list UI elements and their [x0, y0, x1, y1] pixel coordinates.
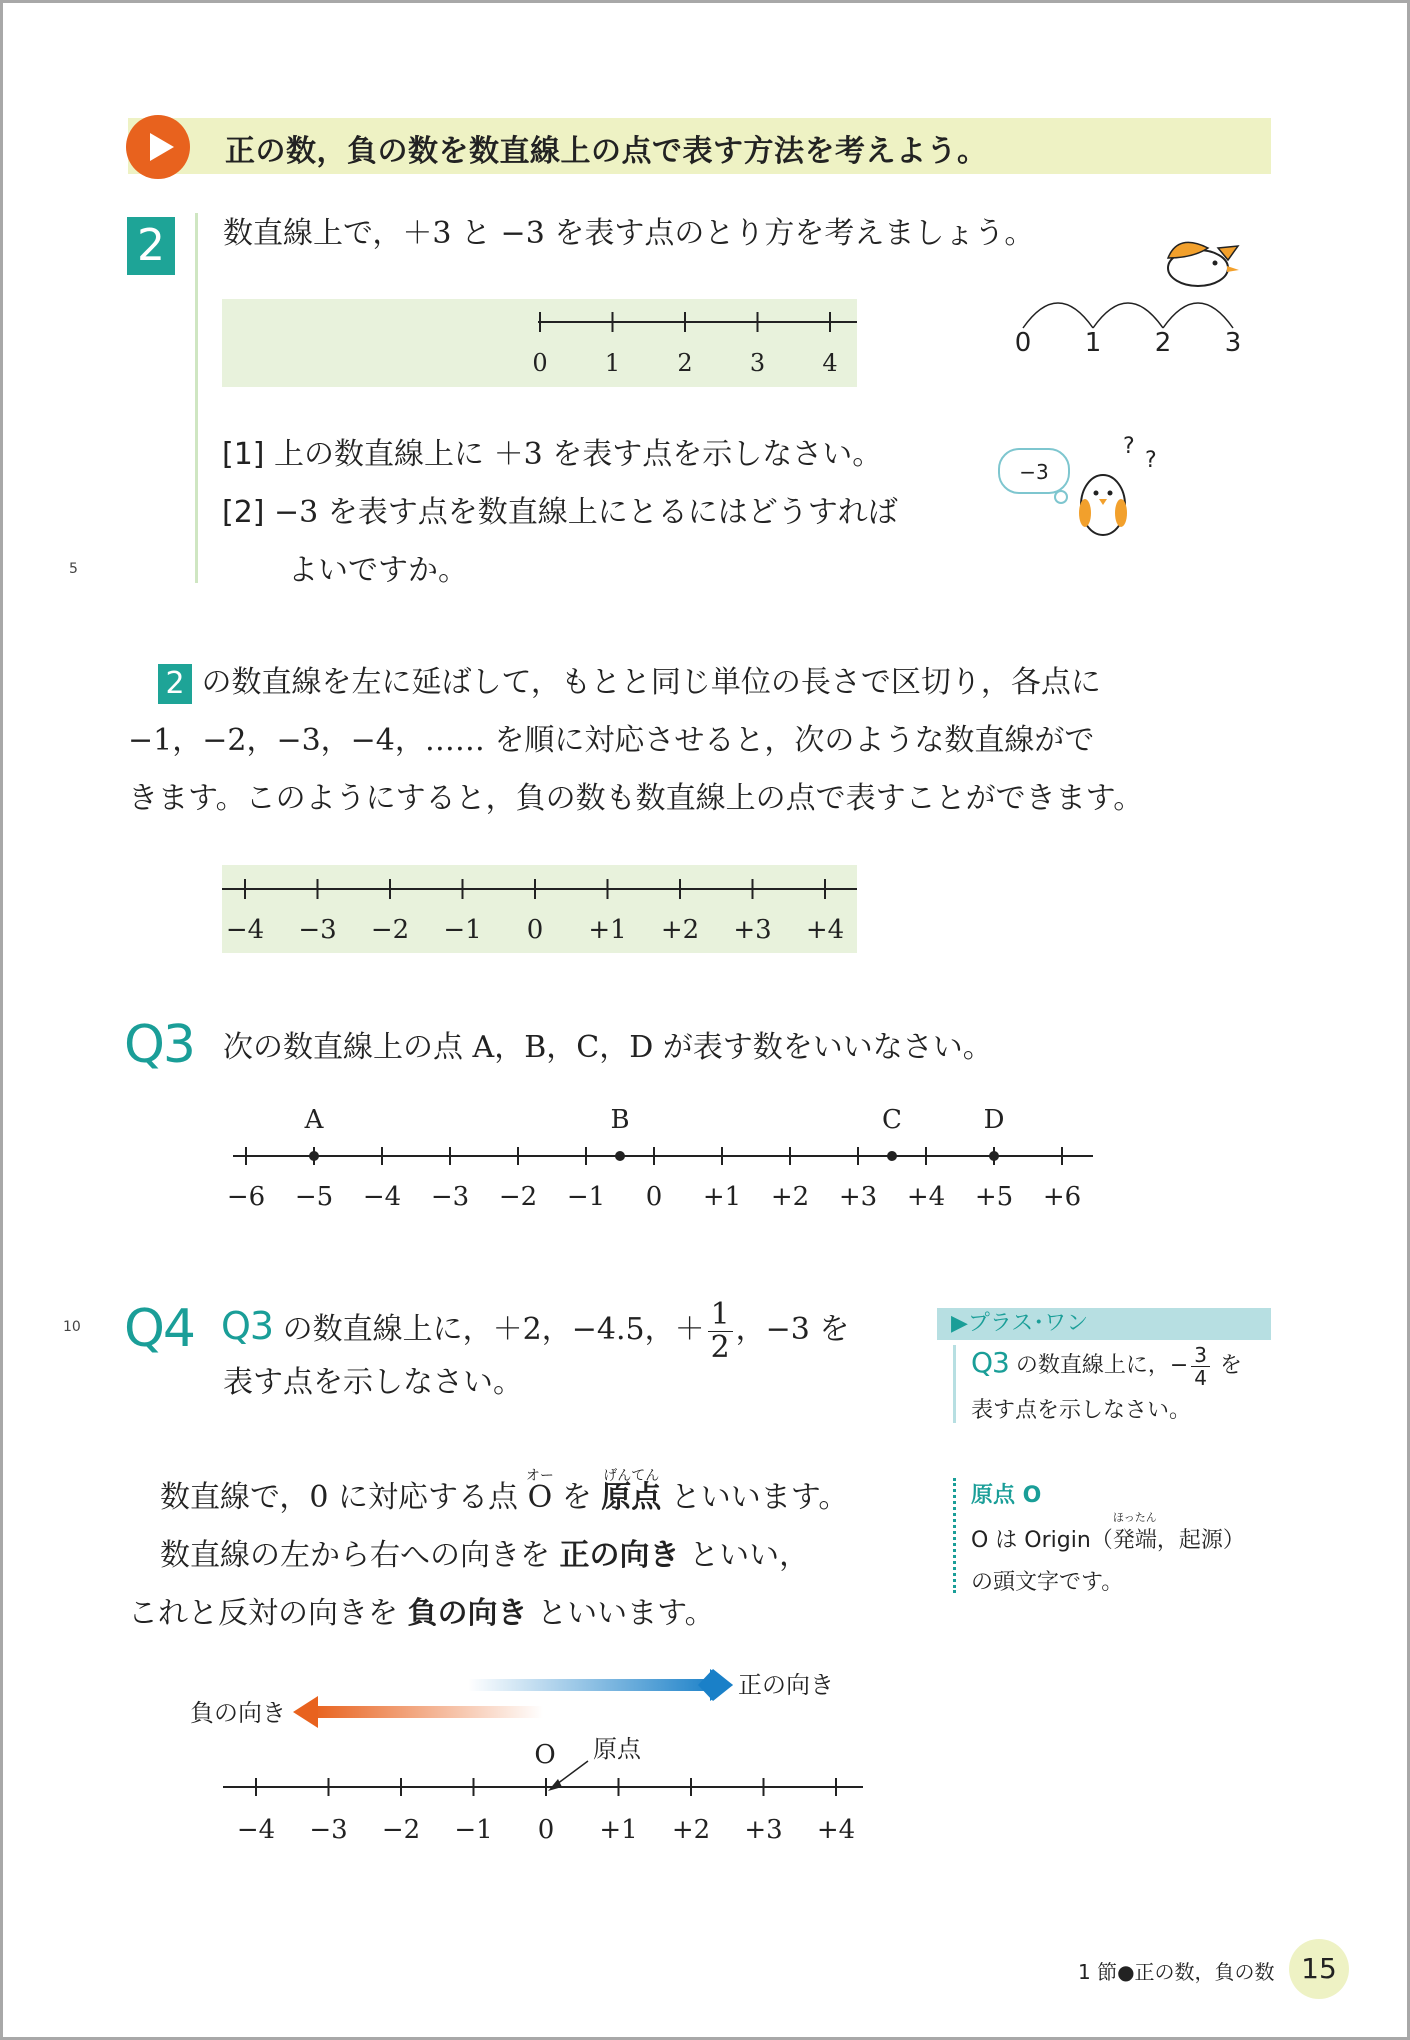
tick-label: 0 — [537, 1815, 555, 1845]
plus-one-text-a: の数直線上に，− — [1008, 1353, 1189, 1378]
tick-label: +1 — [588, 915, 627, 945]
explanation-text-1: の数直線を左に延ばして，もとと同じ単位の長さで区切り，各点に — [192, 665, 1101, 700]
line-number-5: 5 — [69, 561, 78, 577]
origin-note-1b: ，起源） — [1156, 1528, 1245, 1553]
point-c-label: C — [882, 1105, 902, 1135]
positive-arrow-shaft — [468, 1679, 718, 1691]
item-2-text: −3 を表す点を数直線上にとるにはどうすれば — [274, 495, 898, 530]
item-2-cont: よいですか。 — [288, 553, 468, 588]
plus-one-text-b: を — [1213, 1353, 1243, 1378]
point-a-label: A — [304, 1105, 324, 1135]
def-text-1c: といいます。 — [661, 1480, 849, 1515]
origin-ruby: げんてん — [603, 1468, 660, 1484]
tick-label: 3 — [749, 349, 766, 377]
chick-illustration — [993, 435, 1173, 545]
tick-label: 4 — [822, 349, 838, 377]
problem-divider — [195, 213, 198, 583]
definition-line-1 — [160, 1469, 848, 1527]
q4-ref: Q3 — [221, 1304, 274, 1348]
goal-banner-text: 正の数，負の数を数直線上の点で表す方法を考えよう。 — [225, 134, 988, 169]
o-point — [525, 1468, 554, 1527]
tick-label: −1 — [566, 1182, 606, 1212]
footer-section: 1 節●正の数，負の数 — [1078, 1960, 1275, 1984]
q4-frac-num: 1 — [708, 1299, 733, 1332]
q4-fraction — [708, 1296, 733, 1365]
item-2 — [222, 484, 898, 542]
hop-diagram — [1003, 228, 1253, 358]
def-text-2b: といい， — [679, 1538, 810, 1573]
problem-ref-box: 2 — [158, 664, 192, 704]
tick-label: +4 — [805, 915, 845, 945]
plus-one-line-1 — [971, 1343, 1242, 1389]
tick-label: 0 — [526, 915, 544, 945]
number-line-0-4 — [222, 299, 857, 387]
problem-number-box: 2 — [127, 217, 175, 275]
item-1 — [222, 426, 882, 484]
def-text-2a: 数直線の左から右への向きを — [160, 1538, 560, 1573]
question-mark-icon: ? — [1145, 448, 1157, 473]
item-1-text: 上の数直線上に ＋3 を表す点を示しなさい。 — [274, 437, 883, 472]
tick-label: −2 — [370, 915, 410, 945]
origin-o-label: O — [534, 1740, 556, 1770]
tick-label: −6 — [226, 1182, 266, 1212]
tick-label: +2 — [770, 1182, 810, 1212]
hop-label: 0 — [1014, 328, 1032, 358]
definition-line-3 — [128, 1585, 715, 1643]
negative-arrow-head — [293, 1696, 318, 1728]
q4-line-2: 表す点を示しなさい。 — [223, 1365, 523, 1400]
plus-one-header: ▶プラス･ワン — [937, 1308, 1271, 1340]
hattan-ruby: ほったん — [1112, 1511, 1157, 1524]
point-b-label: B — [610, 1105, 630, 1135]
hattan-text: 発端 — [1112, 1528, 1157, 1553]
q4-line-1 — [221, 1293, 849, 1364]
tick-label: −2 — [498, 1182, 538, 1212]
item-2-label: [2] — [222, 495, 265, 530]
point-d-label: D — [983, 1105, 1005, 1135]
line-number-10: 10 — [63, 1319, 81, 1335]
def-text-3b: といいます。 — [527, 1596, 715, 1631]
tick-label: 0 — [532, 349, 548, 377]
tick-label: −3 — [298, 915, 337, 945]
tick-label: −1 — [443, 915, 482, 945]
play-icon — [126, 115, 190, 179]
origin-note-title: 原点 O — [971, 1483, 1042, 1508]
origin-note-bar — [953, 1478, 956, 1593]
direction-diagram — [190, 1663, 878, 1863]
tick-label: −4 — [236, 1815, 276, 1845]
plus-one-ref: Q3 — [971, 1346, 1009, 1379]
tick-label: 1 — [604, 349, 621, 377]
q4-text-b: ，−3 を — [735, 1312, 850, 1347]
positive-direction-label: 正の向き — [738, 1671, 834, 1699]
tick-label: +3 — [744, 1815, 783, 1845]
tick-label: −3 — [309, 1815, 348, 1845]
q3-label: Q3 — [124, 1015, 195, 1075]
tick-label: +1 — [599, 1815, 638, 1845]
def-text-1b: を — [552, 1480, 602, 1515]
origin-note-line-2: の頭文字です。 — [971, 1570, 1124, 1595]
tick-label: +2 — [660, 915, 700, 945]
tick-label: −4 — [362, 1182, 402, 1212]
tick-label: −5 — [294, 1182, 334, 1212]
origin-pointer-arrow — [548, 1779, 562, 1791]
tick-label: +4 — [816, 1815, 856, 1845]
tick-label: −4 — [225, 915, 265, 945]
o-letter: O — [527, 1480, 553, 1515]
tick-label: +6 — [1042, 1182, 1082, 1212]
origin-keyword — [601, 1469, 661, 1527]
plus-one-frac-num: 3 — [1191, 1344, 1210, 1367]
origin-keyword-text: 原点 — [601, 1480, 662, 1515]
def-text-3a: これと反対の向きを — [128, 1596, 408, 1631]
q4-text-a: の数直線上に，＋2，−4.5，＋ — [273, 1312, 705, 1347]
def-text-1a: 数直線で，0 に対応する点 — [160, 1480, 528, 1515]
negative-direction-keyword: 負の向き — [407, 1596, 528, 1631]
explanation-line-3: きます。このようにすると，負の数も数直線上の点で表すことができます。 — [128, 781, 1144, 816]
plus-one-frac-den: 4 — [1194, 1365, 1208, 1390]
hop-label: 2 — [1154, 328, 1172, 358]
plus-one-fraction — [1191, 1344, 1210, 1389]
tick-label: 2 — [677, 349, 693, 377]
tick-label: +2 — [671, 1815, 711, 1845]
point-a-dot — [309, 1151, 319, 1161]
o-ruby: オー — [525, 1468, 554, 1484]
origin-pointer-label: 原点 — [593, 1735, 641, 1763]
question-mark-icon: ? — [1123, 434, 1135, 459]
bird-icon — [1168, 242, 1239, 286]
explanation-line-2: −1，−2，−3，−4，…… を順に対応させると，次のような数直線がで — [128, 723, 1095, 758]
tick-label: +3 — [838, 1182, 878, 1212]
hattan-word — [1112, 1511, 1157, 1554]
q4-label: Q4 — [124, 1299, 195, 1359]
tick-label: +1 — [702, 1182, 742, 1212]
origin-note-line-1 — [971, 1511, 1245, 1554]
tick-label: −3 — [430, 1182, 470, 1212]
tick-label: 0 — [645, 1182, 663, 1212]
negative-direction-label: 負の向き — [190, 1699, 286, 1727]
q3-text: 次の数直線上の点 A，B，C，D が表す数をいいなさい。 — [223, 1030, 993, 1065]
tick-label: −2 — [381, 1815, 421, 1845]
tick-label: +4 — [906, 1182, 946, 1212]
definition-line-2 — [160, 1527, 809, 1585]
tick-label: −1 — [454, 1815, 493, 1845]
item-1-label: [1] — [222, 437, 265, 472]
q3-number-line — [223, 1098, 1103, 1223]
tick-label: +5 — [974, 1182, 1014, 1212]
q4-frac-den: 2 — [710, 1329, 730, 1365]
explanation-line-1 — [128, 654, 1101, 712]
tick-label: +3 — [733, 915, 772, 945]
point-d-dot — [989, 1151, 999, 1161]
point-b-dot — [615, 1151, 625, 1161]
bubble-text: −3 — [1019, 460, 1049, 484]
hop-label: 3 — [1224, 328, 1242, 358]
origin-note-1a: O は Origin（ — [971, 1528, 1113, 1553]
page-number: 15 — [1289, 1939, 1349, 1999]
negative-arrow-shaft — [313, 1706, 543, 1718]
number-line-extended — [222, 865, 857, 953]
point-c-dot — [887, 1151, 897, 1161]
hop-label: 1 — [1084, 328, 1102, 358]
positive-direction-keyword: 正の向き — [559, 1538, 680, 1573]
plus-one-line-2: 表す点を示しなさい。 — [971, 1398, 1192, 1423]
problem2-prompt: 数直線上で，＋3 と −3 を表す点のとり方を考えましょう。 — [223, 216, 1035, 251]
